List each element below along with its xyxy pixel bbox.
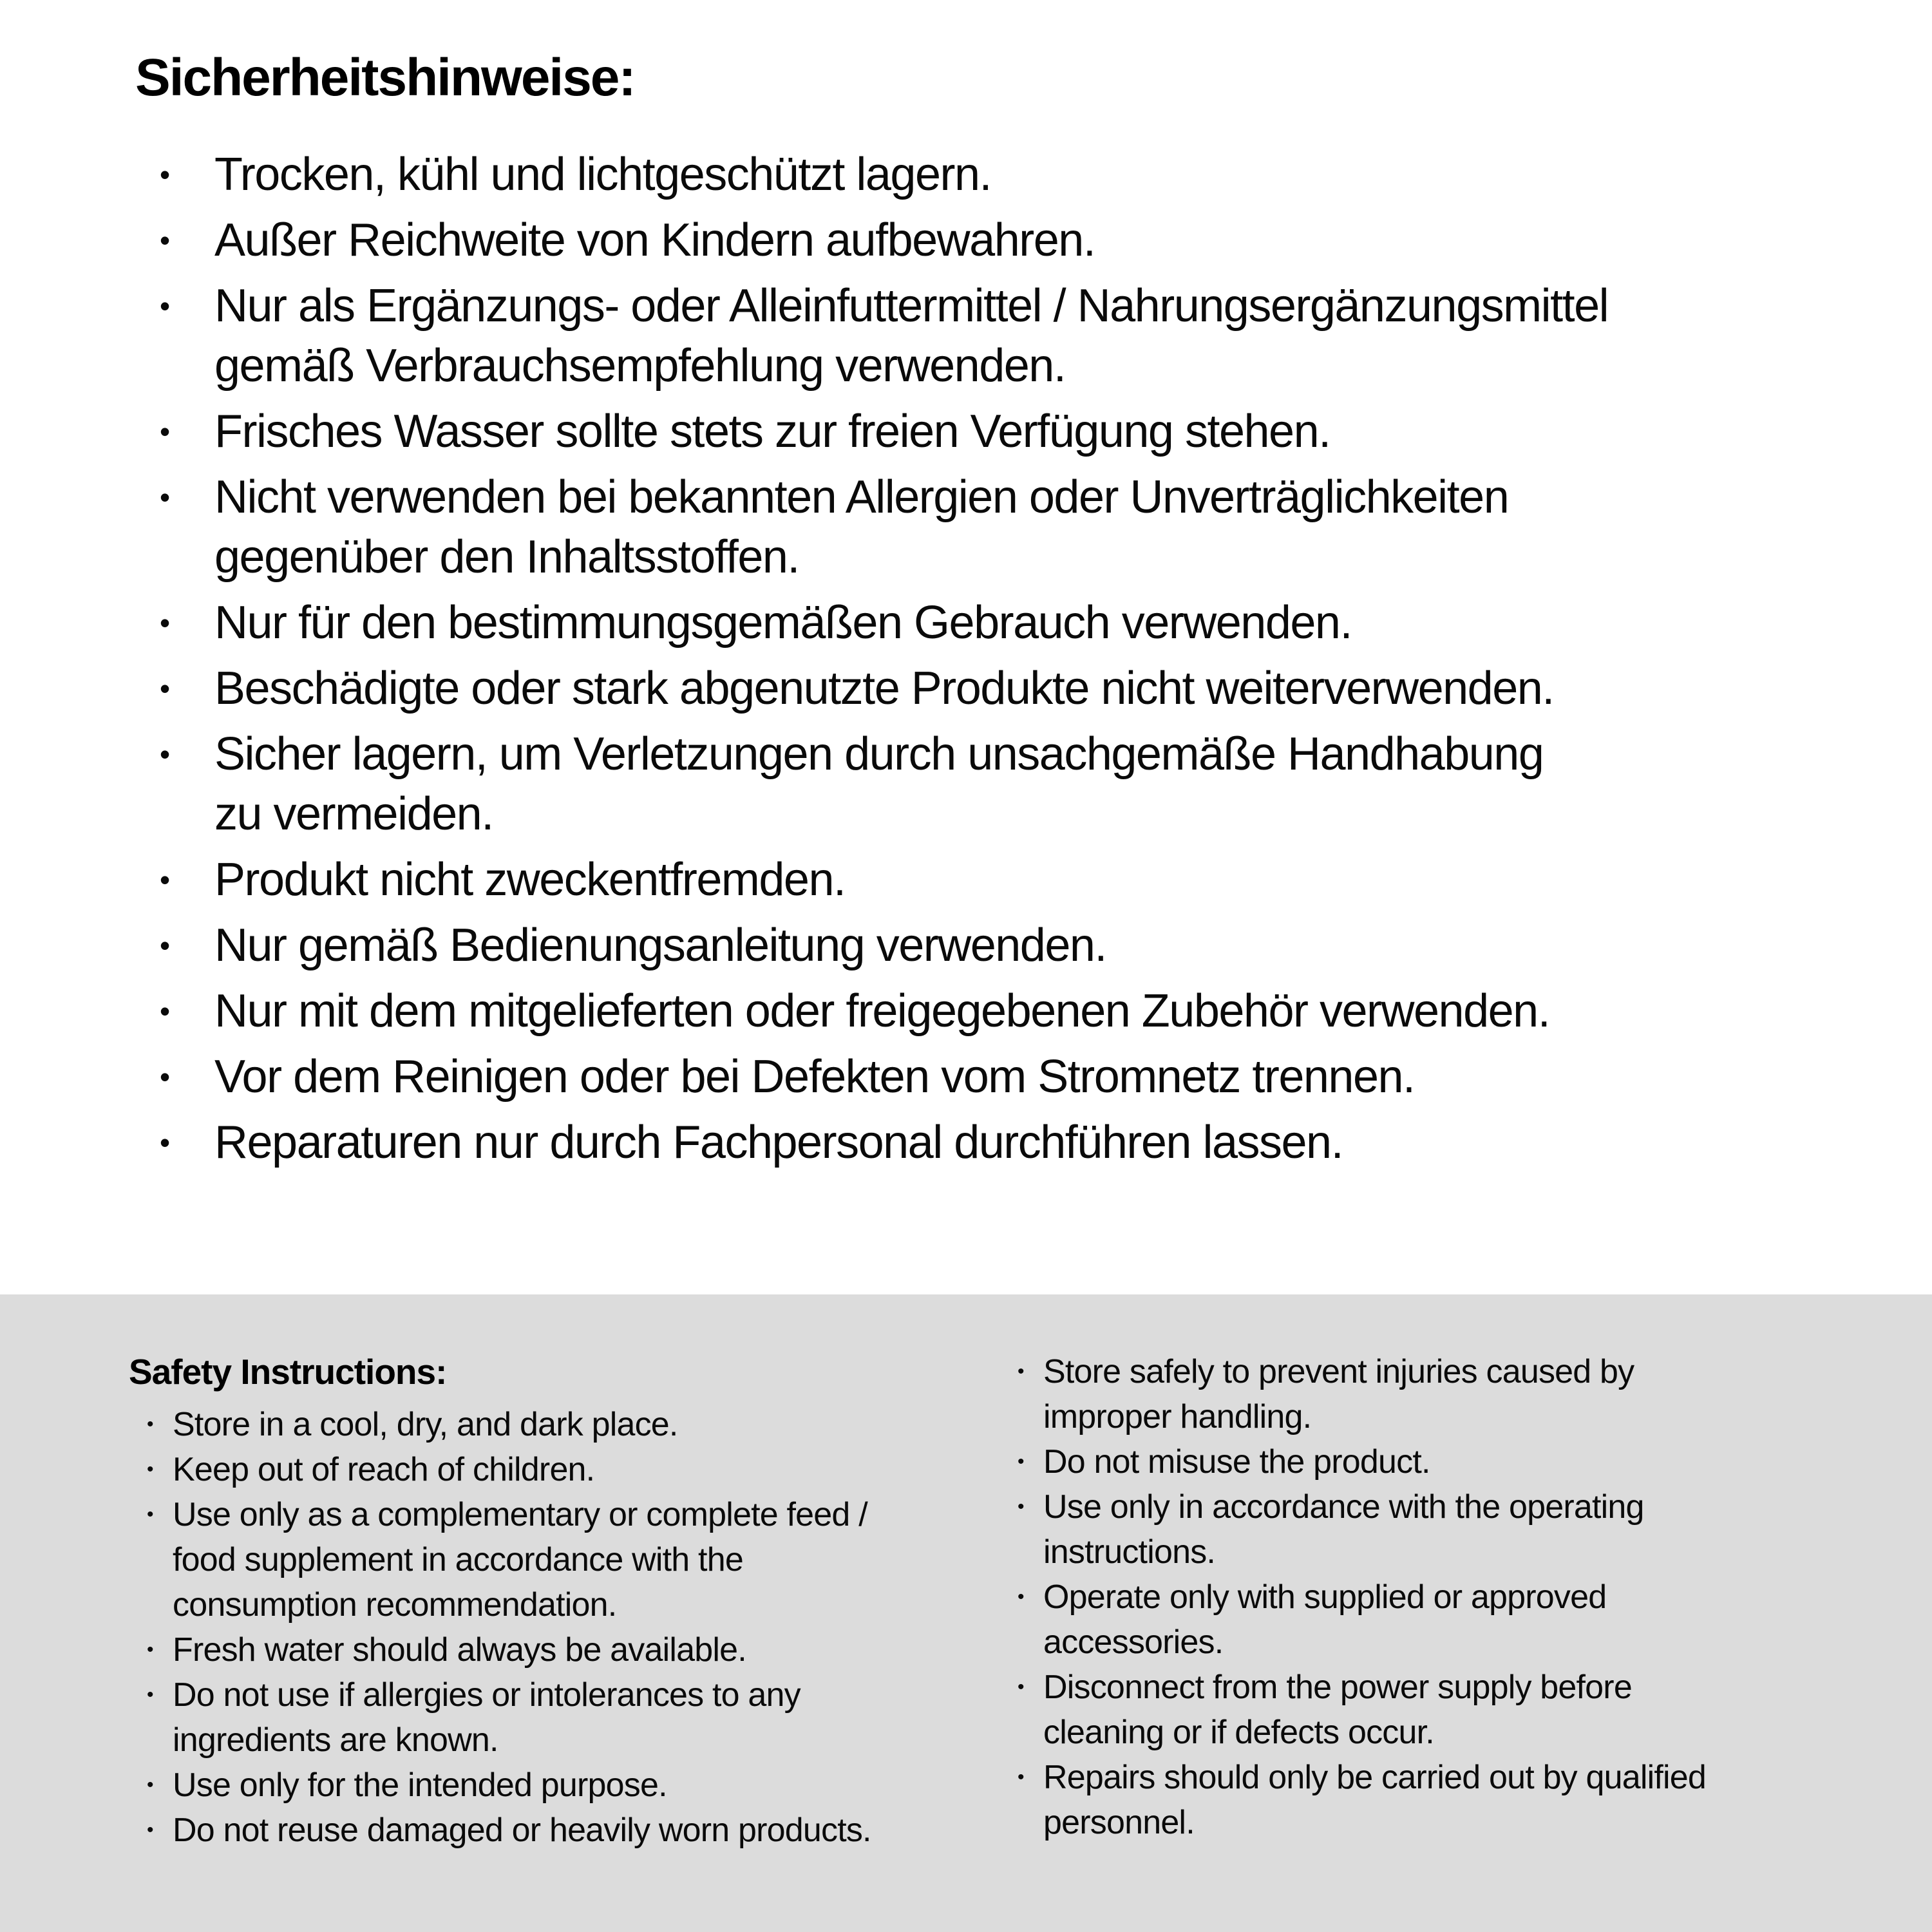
- german-list-item-text: Nur als Ergänzungs- oder Alleinfuttermittel / Nahrungsergänzungsmittel gemäß Verbrauchsempfehlung verwenden.: [214, 279, 1609, 392]
- english-list-item: [147, 1763, 1030, 1808]
- bullet-icon: •: [160, 994, 169, 1028]
- german-list-item-text: Nur mit dem mitgelieferten oder freigegebenen Zubehör verwenden.: [214, 985, 1550, 1037]
- english-list-item-text: Do not misuse the product.: [1043, 1443, 1430, 1481]
- bullet-icon: •: [160, 605, 169, 639]
- german-list-item-text: Nicht verwenden bei bekannten Allergien oder Unverträglichkeiten gegenüber den Inhaltsstoffen.: [214, 471, 1509, 583]
- german-list-item-text: Beschädigte oder stark abgenutzte Produkte nicht weiterverwenden.: [214, 662, 1554, 714]
- bullet-icon: •: [160, 480, 169, 514]
- english-right-column: [1018, 1349, 1919, 1845]
- german-list-item: [160, 593, 1911, 653]
- bullet-icon: •: [147, 1639, 153, 1660]
- english-list-item-text: Do not reuse damaged or heavily worn products.: [173, 1812, 871, 1849]
- german-list-item-text: Frisches Wasser sollte stets zur freien Verfügung stehen.: [214, 405, 1331, 457]
- english-list-item-text: Fresh water should always be available.: [173, 1631, 746, 1669]
- german-bullet-list: [160, 145, 1911, 1173]
- bullet-icon: •: [1018, 1451, 1024, 1472]
- english-list-item-text: Store in a cool, dry, and dark place.: [173, 1406, 678, 1443]
- english-list-item: [1018, 1755, 1919, 1845]
- bullet-icon: •: [147, 1459, 153, 1480]
- german-list-item-text: Produkt nicht zweckentfremden.: [214, 853, 846, 905]
- german-list-item-text: Nur gemäß Bedienungsanleitung verwenden.: [214, 919, 1106, 971]
- bullet-icon: •: [160, 928, 169, 962]
- english-list-item: [147, 1627, 1030, 1672]
- german-list-item: [160, 724, 1911, 844]
- german-list-item: [160, 1047, 1911, 1107]
- english-list-item: [147, 1672, 1030, 1763]
- german-heading: Sicherheitshinweise:: [135, 48, 635, 107]
- english-list-item: [147, 1492, 1030, 1627]
- english-list-item-text: Repairs should only be carried out by qualified personnel.: [1043, 1759, 1707, 1841]
- english-list-item-text: Use only for the intended purpose.: [173, 1766, 667, 1804]
- english-list-item: [1018, 1665, 1919, 1755]
- bullet-icon: •: [147, 1774, 153, 1795]
- german-list-item-text: Sicher lagern, um Verletzungen durch unsachgemäße Handhabung zu vermeiden.: [214, 728, 1544, 840]
- english-list-item: [1018, 1575, 1919, 1665]
- english-list-item-text: Keep out of reach of children.: [173, 1451, 595, 1488]
- english-list-item-text: Store safely to prevent injuries caused by improper handling.: [1043, 1353, 1634, 1435]
- german-list-item: [160, 850, 1911, 910]
- english-list-item: [147, 1447, 1030, 1492]
- german-list-item: [160, 981, 1911, 1041]
- bullet-icon: •: [1018, 1361, 1024, 1382]
- bullet-icon: •: [147, 1684, 153, 1705]
- german-list-item: [160, 1113, 1911, 1173]
- german-list-item: [160, 468, 1911, 587]
- bullet-icon: •: [147, 1504, 153, 1525]
- german-list-item-text: Vor dem Reinigen oder bei Defekten vom Stromnetz trennen.: [214, 1050, 1415, 1103]
- english-list-item: [147, 1808, 1030, 1853]
- english-list-item: [1018, 1484, 1919, 1575]
- bullet-icon: •: [160, 414, 169, 448]
- bullet-icon: •: [1018, 1676, 1024, 1698]
- english-right-bullet-list: [1018, 1349, 1919, 1845]
- german-list-item: [160, 402, 1911, 462]
- bullet-icon: •: [160, 223, 169, 257]
- english-list-item: [1018, 1349, 1919, 1439]
- bullet-icon: •: [1018, 1586, 1024, 1607]
- english-list-item: [1018, 1439, 1919, 1484]
- english-list-item-text: Operate only with supplied or approved accessories.: [1043, 1578, 1607, 1661]
- bullet-icon: •: [160, 671, 169, 705]
- bullet-icon: •: [160, 157, 169, 191]
- english-list-item-text: Disconnect from the power supply before cleaning or if defects occur.: [1043, 1669, 1632, 1751]
- bullet-icon: •: [160, 737, 169, 771]
- german-list-item: [160, 916, 1911, 976]
- english-safety-panel: [0, 1294, 1932, 1932]
- bullet-icon: •: [160, 862, 169, 896]
- german-list-item: [160, 211, 1911, 270]
- bullet-icon: •: [160, 1125, 169, 1159]
- english-left-bullet-list: [147, 1402, 1030, 1853]
- bullet-icon: •: [147, 1819, 153, 1841]
- german-list-item-text: Nur für den bestimmungsgemäßen Gebrauch verwenden.: [214, 596, 1352, 649]
- english-list-item: [147, 1402, 1030, 1447]
- english-list-item-text: Use only as a complementary or complete feed / food supplement in accordance with the consumption recommendation.: [173, 1496, 867, 1624]
- bullet-icon: •: [1018, 1766, 1024, 1788]
- english-list-item-text: Do not use if allergies or intolerances to any ingredients are known.: [173, 1676, 800, 1759]
- bullet-icon: •: [160, 1059, 169, 1094]
- bullet-icon: •: [1018, 1496, 1024, 1517]
- german-list-item: [160, 659, 1911, 719]
- english-left-column: [129, 1349, 1030, 1853]
- german-list-item-text: Außer Reichweite von Kindern aufbewahren.: [214, 214, 1095, 266]
- german-list-item: [160, 145, 1911, 205]
- german-list-item-text: Trocken, kühl und lichtgeschützt lagern.: [214, 148, 992, 200]
- german-list-item-text: Reparaturen nur durch Fachpersonal durchführen lassen.: [214, 1116, 1343, 1168]
- german-list-item: [160, 276, 1911, 396]
- bullet-icon: •: [160, 289, 169, 323]
- english-heading: Safety Instructions:: [129, 1352, 447, 1392]
- bullet-icon: •: [147, 1414, 153, 1435]
- english-list-item-text: Use only in accordance with the operating instructions.: [1043, 1488, 1644, 1571]
